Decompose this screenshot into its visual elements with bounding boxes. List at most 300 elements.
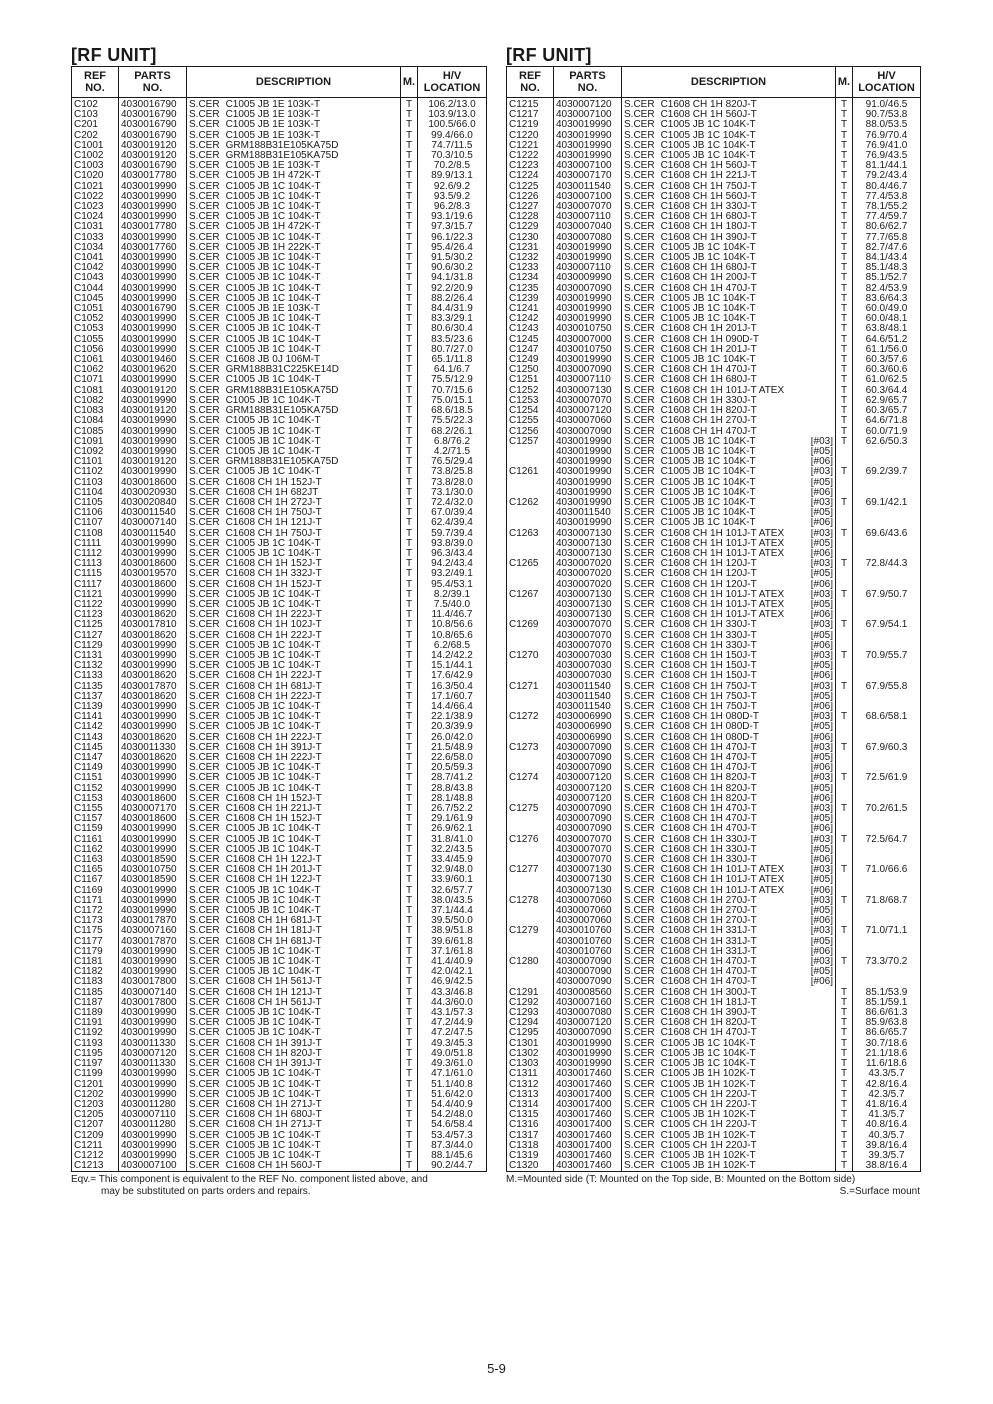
parts-no-cell: 4030019990: [119, 375, 187, 385]
part-description: C1005 JB 1C 104K-T: [225, 661, 321, 672]
parts-no-cell: 4030007090: [554, 967, 622, 977]
part-description: C1608 CH 1H 470J-T: [660, 763, 757, 774]
mount-side-cell: T: [836, 202, 853, 212]
part-type: S.CER: [189, 630, 220, 641]
parts-no-cell: 4030006990: [554, 712, 622, 722]
mount-side-cell: T: [836, 1008, 853, 1018]
description-cell: [622, 488, 836, 498]
ref-no-cell: C1151: [72, 773, 119, 783]
part-description: C1608 CH 1H 390J-T: [660, 1008, 757, 1019]
description-cell: [187, 692, 401, 702]
ref-no-cell: C1021: [72, 182, 119, 192]
part-type: S.CER: [189, 579, 220, 590]
parts-no-cell: 4030011540: [554, 508, 622, 518]
mount-side-cell: T: [401, 1080, 418, 1090]
version-tag: [#05]: [810, 477, 833, 488]
ref-no-cell: C1239: [507, 294, 554, 304]
part-description: C1005 JB 1C 104K-T: [225, 1028, 321, 1039]
part-type: S.CER: [189, 436, 220, 447]
part-type: S.CER: [189, 661, 220, 672]
table-row: [507, 110, 921, 120]
table-row: [507, 671, 921, 681]
part-type: S.CER: [624, 630, 655, 641]
location-cell: 46.9/42.5: [431, 977, 473, 988]
location-cell: 92.6/9.2: [433, 181, 471, 192]
table-row: [72, 661, 487, 671]
description-cell: [187, 1090, 401, 1100]
part-description: C1005 JB 1H 102K-T: [660, 1130, 756, 1141]
location-cell: 75.5/22.3: [431, 416, 473, 427]
location-cell: 83.3/29.1: [431, 314, 473, 325]
location-cell: 38.8/16.4: [865, 1161, 908, 1172]
mount-side-cell: T: [401, 386, 418, 396]
part-type: S.CER: [189, 742, 220, 753]
description-cell: [622, 865, 836, 875]
ref-no-cell: C1061: [72, 355, 119, 365]
mount-side-cell: T: [401, 1028, 418, 1038]
description-cell: [187, 467, 401, 477]
part-description: C1608 CH 1H 222J-T: [225, 691, 322, 702]
ref-no-cell: C201: [72, 120, 119, 130]
left-column: [71, 44, 486, 1198]
part-type: S.CER: [189, 171, 220, 182]
part-description: C1005 CH 1H 220J-T: [660, 1120, 757, 1131]
part-description: C1005 JB 1C 104K-T: [660, 446, 756, 457]
location-cell: 90.2/44.7: [431, 1161, 473, 1172]
description-cell: [622, 131, 836, 141]
part-type: S.CER: [624, 1069, 655, 1080]
table-row: [507, 131, 921, 141]
description-cell: [622, 233, 836, 243]
part-type: S.CER: [189, 324, 220, 335]
part-description: C1005 JB 1C 104K-T: [225, 589, 321, 600]
location-cell: 67.9/54.1: [865, 620, 908, 631]
parts-no-cell: 4030018620: [119, 753, 187, 763]
ref-no-cell: C1215: [507, 98, 554, 111]
parts-no-cell: 4030007090: [554, 1028, 622, 1038]
description-cell: [622, 355, 836, 365]
ref-no-cell: C202: [72, 131, 119, 141]
part-description: C1005 CH 1H 220J-T: [660, 1099, 757, 1110]
part-description: C1608 CH 1H 332J-T: [225, 569, 322, 580]
part-description: C1608 CH 1H 391J-T: [225, 1038, 322, 1049]
parts-no-cell: 4030007060: [554, 416, 622, 426]
ref-no-cell: C1031: [72, 222, 119, 232]
parts-no-cell: 4030007020: [554, 559, 622, 569]
description-header: DESCRIPTION: [622, 67, 836, 98]
ref-no-cell: C1235: [507, 284, 554, 294]
mount-side-cell: T: [836, 896, 853, 906]
mount-side-cell: T: [836, 988, 853, 998]
mount-side-cell: [836, 753, 853, 763]
table-row: [507, 284, 921, 294]
mount-side-cell: T: [836, 314, 853, 324]
description-cell: [622, 161, 836, 171]
part-description: C1608 CH 1H 152J-T: [225, 814, 322, 825]
parts-no-cell: 4030007020: [554, 569, 622, 579]
part-description: C1005 JB 1C 104K-T: [225, 895, 321, 906]
description-cell: [622, 1008, 836, 1018]
version-tag: [#06]: [810, 855, 833, 866]
ref-no-cell: [507, 814, 554, 824]
part-description: C1005 JB 1C 104K-T: [225, 885, 321, 896]
mount-side-cell: T: [401, 1039, 418, 1049]
parts-no-cell: 4030007120: [554, 406, 622, 416]
part-type: S.CER: [624, 416, 655, 427]
ref-no-cell: C1302: [507, 1049, 554, 1059]
parts-no-cell: 4030007070: [554, 202, 622, 212]
parts-no-cell: 4030006990: [554, 733, 622, 743]
mount-side-cell: T: [401, 835, 418, 845]
part-type: S.CER: [189, 110, 220, 121]
parts-no-cell: 4030019990: [119, 324, 187, 334]
ref-no-cell: C1195: [72, 1049, 119, 1059]
table-row: [72, 171, 487, 181]
part-type: S.CER: [189, 875, 220, 886]
ref-no-cell: C1143: [72, 733, 119, 743]
location-cell: 71.0/66.6: [865, 865, 908, 876]
ref-no-cell: [507, 753, 554, 763]
parts-no-cell: 4030019990: [119, 549, 187, 559]
mount-side-cell: T: [401, 845, 418, 855]
right-column: [506, 44, 920, 1198]
ref-no-cell: C1135: [72, 682, 119, 692]
part-type: S.CER: [189, 467, 220, 478]
part-description: C1608 CH 1H 300J-T: [660, 987, 757, 998]
ref-no-cell: C1082: [72, 396, 119, 406]
mount-side-cell: T: [401, 937, 418, 947]
part-type: S.CER: [624, 1059, 655, 1070]
ref-no-cell: [507, 875, 554, 885]
table-row: [72, 600, 487, 610]
table-row: [72, 304, 487, 314]
mount-side-cell: T: [401, 253, 418, 263]
table-row: [72, 702, 487, 712]
version-tag: [#05]: [810, 691, 833, 702]
table-row: [72, 1120, 487, 1130]
mount-side-cell: T: [401, 641, 418, 651]
location-cell: [853, 824, 921, 834]
ref-no-cell: C1177: [72, 937, 119, 947]
part-type: S.CER: [189, 987, 220, 998]
part-description: C1608 CH 1H 560J-T: [660, 191, 757, 202]
ref-no-cell: C1220: [507, 131, 554, 141]
location-cell: 60.0/49.0: [865, 304, 908, 315]
part-type: S.CER: [189, 181, 220, 192]
location-cell: 47.1/61.0: [431, 1069, 473, 1080]
part-type: S.CER: [624, 844, 655, 855]
part-description: C1005 JB 1C 104K-T: [225, 1089, 321, 1100]
mount-side-cell: T: [836, 835, 853, 845]
location-cell: 8.2/39.1: [433, 589, 471, 600]
ref-no-cell: C1276: [507, 835, 554, 845]
mount-side-cell: T: [836, 620, 853, 630]
location-cell: 85.1/59.1: [865, 997, 908, 1008]
table-row: [72, 804, 487, 814]
parts-no-cell: 4030019990: [119, 661, 187, 671]
description-cell: [622, 98, 836, 111]
table-row: [507, 845, 921, 855]
parts-no-cell: 4030016790: [119, 120, 187, 130]
part-description: C1005 JB 1C 104K-T: [225, 181, 321, 192]
ref-no-cell: C1241: [507, 304, 554, 314]
table-row: [507, 467, 921, 477]
parts-no-cell: 4030019990: [554, 294, 622, 304]
location-cell: 32.9/48.0: [431, 865, 473, 876]
ref-no-cell: C1129: [72, 641, 119, 651]
parts-no-cell: 4030007040: [554, 222, 622, 232]
ref-no-cell: C1271: [507, 682, 554, 692]
ref-no-cell: C1081: [72, 386, 119, 396]
part-type: S.CER: [624, 701, 655, 712]
parts-no-cell: 4030019120: [119, 141, 187, 151]
table-row: [507, 875, 921, 885]
mount-side-cell: T: [401, 1008, 418, 1018]
mount-side-cell: T: [836, 682, 853, 692]
version-tag: [#05]: [810, 936, 833, 947]
ref-no-cell: C1157: [72, 814, 119, 824]
mount-side-cell: T: [401, 406, 418, 416]
part-description: C1005 JB 1C 104K-T: [225, 824, 321, 835]
mount-side-cell: T: [401, 926, 418, 936]
mount-side-cell: T: [401, 192, 418, 202]
part-type: S.CER: [624, 1048, 655, 1059]
table-row: [507, 253, 921, 263]
description-cell: [622, 784, 836, 794]
ref-no-cell: [507, 824, 554, 834]
part-type: S.CER: [624, 620, 655, 631]
version-tag: [#03]: [810, 773, 833, 784]
description-cell: [622, 1049, 836, 1059]
table-row: [507, 661, 921, 671]
part-type: S.CER: [189, 283, 220, 294]
part-description: C1005 JB 1C 104K-T: [225, 1079, 321, 1090]
table-row: [72, 314, 487, 324]
part-description: C1608 CH 1H 120J-T: [660, 569, 757, 580]
parts-no-cell: 4030007090: [554, 804, 622, 814]
mount-side-cell: T: [401, 733, 418, 743]
part-type: S.CER: [624, 865, 655, 876]
ref-no-cell: C1105: [72, 498, 119, 508]
version-tag: [#06]: [810, 946, 833, 957]
description-cell: [622, 447, 836, 457]
description-cell: [622, 916, 836, 926]
part-description: C1005 JB 1C 104K-T: [660, 487, 756, 498]
location-cell: 39.6/61.8: [431, 936, 473, 947]
table-row: [507, 1039, 921, 1049]
location-cell: 42.8/16.4: [865, 1079, 908, 1090]
part-description: C1005 JB 1C 104K-T: [660, 130, 756, 141]
parts-no-cell: 4030019990: [119, 1151, 187, 1161]
location-cell: 42.0/42.1: [431, 967, 473, 978]
mount-side-cell: T: [401, 396, 418, 406]
mount-side-cell: [836, 722, 853, 732]
location-cell: [853, 794, 921, 804]
location-cell: 10.8/65.6: [431, 630, 473, 641]
table-row: [72, 437, 487, 447]
ref-no-cell: C1169: [72, 886, 119, 896]
part-type: S.CER: [189, 834, 220, 845]
part-description: C1608 CH 1H 470J-T: [660, 283, 757, 294]
mount-side-cell: T: [836, 1100, 853, 1110]
part-type: S.CER: [189, 355, 220, 366]
description-cell: [187, 498, 401, 508]
ref-no-cell: C1217: [507, 110, 554, 120]
part-description: C1005 JB 1C 104K-T: [225, 783, 321, 794]
part-description: C1608 CH 1H 391J-T: [225, 1059, 322, 1070]
location-cell: 29.1/61.9: [431, 814, 473, 825]
description-cell: [187, 580, 401, 590]
ref-no-cell: [507, 600, 554, 610]
part-type: S.CER: [624, 283, 655, 294]
part-type: S.CER: [189, 967, 220, 978]
part-type: S.CER: [624, 110, 655, 121]
part-description: C1608 CH 1H 122J-T: [225, 855, 322, 866]
part-description: C1005 JB 1C 104K-T: [660, 508, 756, 519]
mount-side-cell: [836, 845, 853, 855]
parts-no-cell: 4030007080: [554, 233, 622, 243]
parts-no-cell: 4030019990: [554, 478, 622, 488]
description-cell: [622, 202, 836, 212]
location-cell: 85.9/63.8: [865, 1018, 908, 1029]
mount-side-cell: T: [401, 651, 418, 661]
description-cell: [187, 202, 401, 212]
location-cell: 84.1/43.4: [865, 253, 908, 264]
ref-no-cell: C1179: [72, 947, 119, 957]
parts-no-cell: 4030007080: [554, 1008, 622, 1018]
parts-table-body: [72, 98, 487, 1172]
table-row: [72, 273, 487, 283]
location-cell: 96.2/8.3: [433, 202, 471, 213]
part-type: S.CER: [624, 100, 655, 110]
part-description: C1608 CH 1H 150J-T: [660, 650, 757, 661]
part-description: C1005 JB 1E 103K-T: [225, 100, 321, 110]
location-cell: 64.6/71.8: [865, 416, 908, 427]
description-cell: [622, 498, 836, 508]
table-row: [507, 416, 921, 426]
part-type: S.CER: [189, 1059, 220, 1070]
ref-no-cell: C1091: [72, 437, 119, 447]
location-cell: [853, 671, 921, 681]
mount-side-cell: T: [401, 539, 418, 549]
part-description: C1608 CH 1H 470J-T: [660, 814, 757, 825]
mount-side-cell: [836, 702, 853, 712]
table-row: [72, 733, 487, 743]
part-type: S.CER: [189, 232, 220, 243]
part-type: S.CER: [624, 406, 655, 417]
equivalence-note: Eqv.= This component is equivalent to the REF No. component listed above, and may be substituted on parts orders and repairs.: [71, 1174, 428, 1198]
part-type: S.CER: [624, 1089, 655, 1100]
parts-no-cell: 4030017810: [119, 620, 187, 630]
location-cell: 47.2/44.9: [431, 1018, 473, 1029]
mount-side-cell: T: [401, 906, 418, 916]
description-cell: [187, 386, 401, 396]
description-cell: [622, 682, 836, 692]
parts-no-cell: 4030009990: [554, 273, 622, 283]
part-type: S.CER: [189, 936, 220, 947]
part-type: S.CER: [189, 508, 220, 519]
location-cell: 6.2/68.5: [433, 640, 471, 651]
description-cell: [622, 569, 836, 579]
description-cell: [622, 529, 836, 539]
description-cell: [187, 998, 401, 1008]
location-cell: 20.5/59.3: [431, 763, 473, 774]
part-type: S.CER: [624, 324, 655, 335]
part-description: C1608 CH 1H 152J-T: [225, 579, 322, 590]
part-description: C1608 CH 1H 270J-T: [660, 906, 757, 917]
parts-no-cell: 4030019120: [119, 406, 187, 416]
table-row: [507, 375, 921, 385]
location-cell: 26.0/42.0: [431, 732, 473, 743]
ref-no-header: REF NO.: [507, 67, 554, 98]
part-description: C1005 JB 1C 104K-T: [225, 1018, 321, 1029]
version-tag: [#03]: [810, 834, 833, 845]
part-type: S.CER: [189, 406, 220, 417]
description-cell: [187, 253, 401, 263]
parts-no-cell: 4030019990: [119, 763, 187, 773]
location-cell: [853, 977, 921, 987]
parts-no-cell: 4030019990: [119, 896, 187, 906]
description-cell: [622, 977, 836, 987]
parts-no-cell: 4030007100: [119, 1161, 187, 1172]
ref-no-cell: C1293: [507, 1008, 554, 1018]
description-cell: [187, 661, 401, 671]
table-row: [507, 855, 921, 865]
table-row: [507, 1120, 921, 1130]
mount-side-cell: T: [401, 182, 418, 192]
part-type: S.CER: [624, 814, 655, 825]
table-row: [507, 518, 921, 528]
version-tag: [#05]: [810, 446, 833, 457]
location-cell: 10.8/56.6: [431, 620, 473, 631]
location-cell: 37.1/44.4: [431, 906, 473, 917]
part-type: S.CER: [624, 946, 655, 957]
mount-side-cell: T: [836, 243, 853, 253]
version-tag: [#05]: [810, 661, 833, 672]
table-row: [507, 386, 921, 396]
ref-no-cell: C1141: [72, 712, 119, 722]
ref-no-cell: C1041: [72, 253, 119, 263]
mount-side-cell: T: [836, 355, 853, 365]
mount-side-cell: T: [401, 314, 418, 324]
parts-no-cell: 4030019990: [119, 467, 187, 477]
part-description: C1005 JB 1C 104K-T: [225, 1140, 321, 1151]
table-row: [507, 733, 921, 743]
part-description: C1005 JB 1C 104K-T: [225, 548, 321, 559]
table-row: [507, 365, 921, 375]
parts-no-cell: 4030011330: [119, 1059, 187, 1069]
location-cell: 82.7/47.6: [865, 242, 908, 253]
mount-side-cell: [836, 631, 853, 641]
part-description: C1005 JB 1C 104K-T: [225, 946, 321, 957]
description-cell: [187, 304, 401, 314]
ref-no-cell: C1252: [507, 386, 554, 396]
location-cell: 93.5/9.2: [433, 191, 471, 202]
mount-side-cell: T: [401, 457, 418, 467]
part-description: C1005 JB 1C 104K-T: [225, 324, 321, 335]
description-cell: [187, 416, 401, 426]
part-description: C1608 CH 1H 681J-T: [225, 936, 322, 947]
part-type: S.CER: [624, 314, 655, 325]
part-type: S.CER: [624, 151, 655, 162]
location-cell: [853, 447, 921, 457]
ref-no-cell: [507, 478, 554, 488]
description-cell: [187, 1049, 401, 1059]
table-row: [72, 773, 487, 783]
table-row: [72, 865, 487, 875]
parts-no-cell: 4030019990: [554, 304, 622, 314]
ref-no-cell: C1203: [72, 1100, 119, 1110]
